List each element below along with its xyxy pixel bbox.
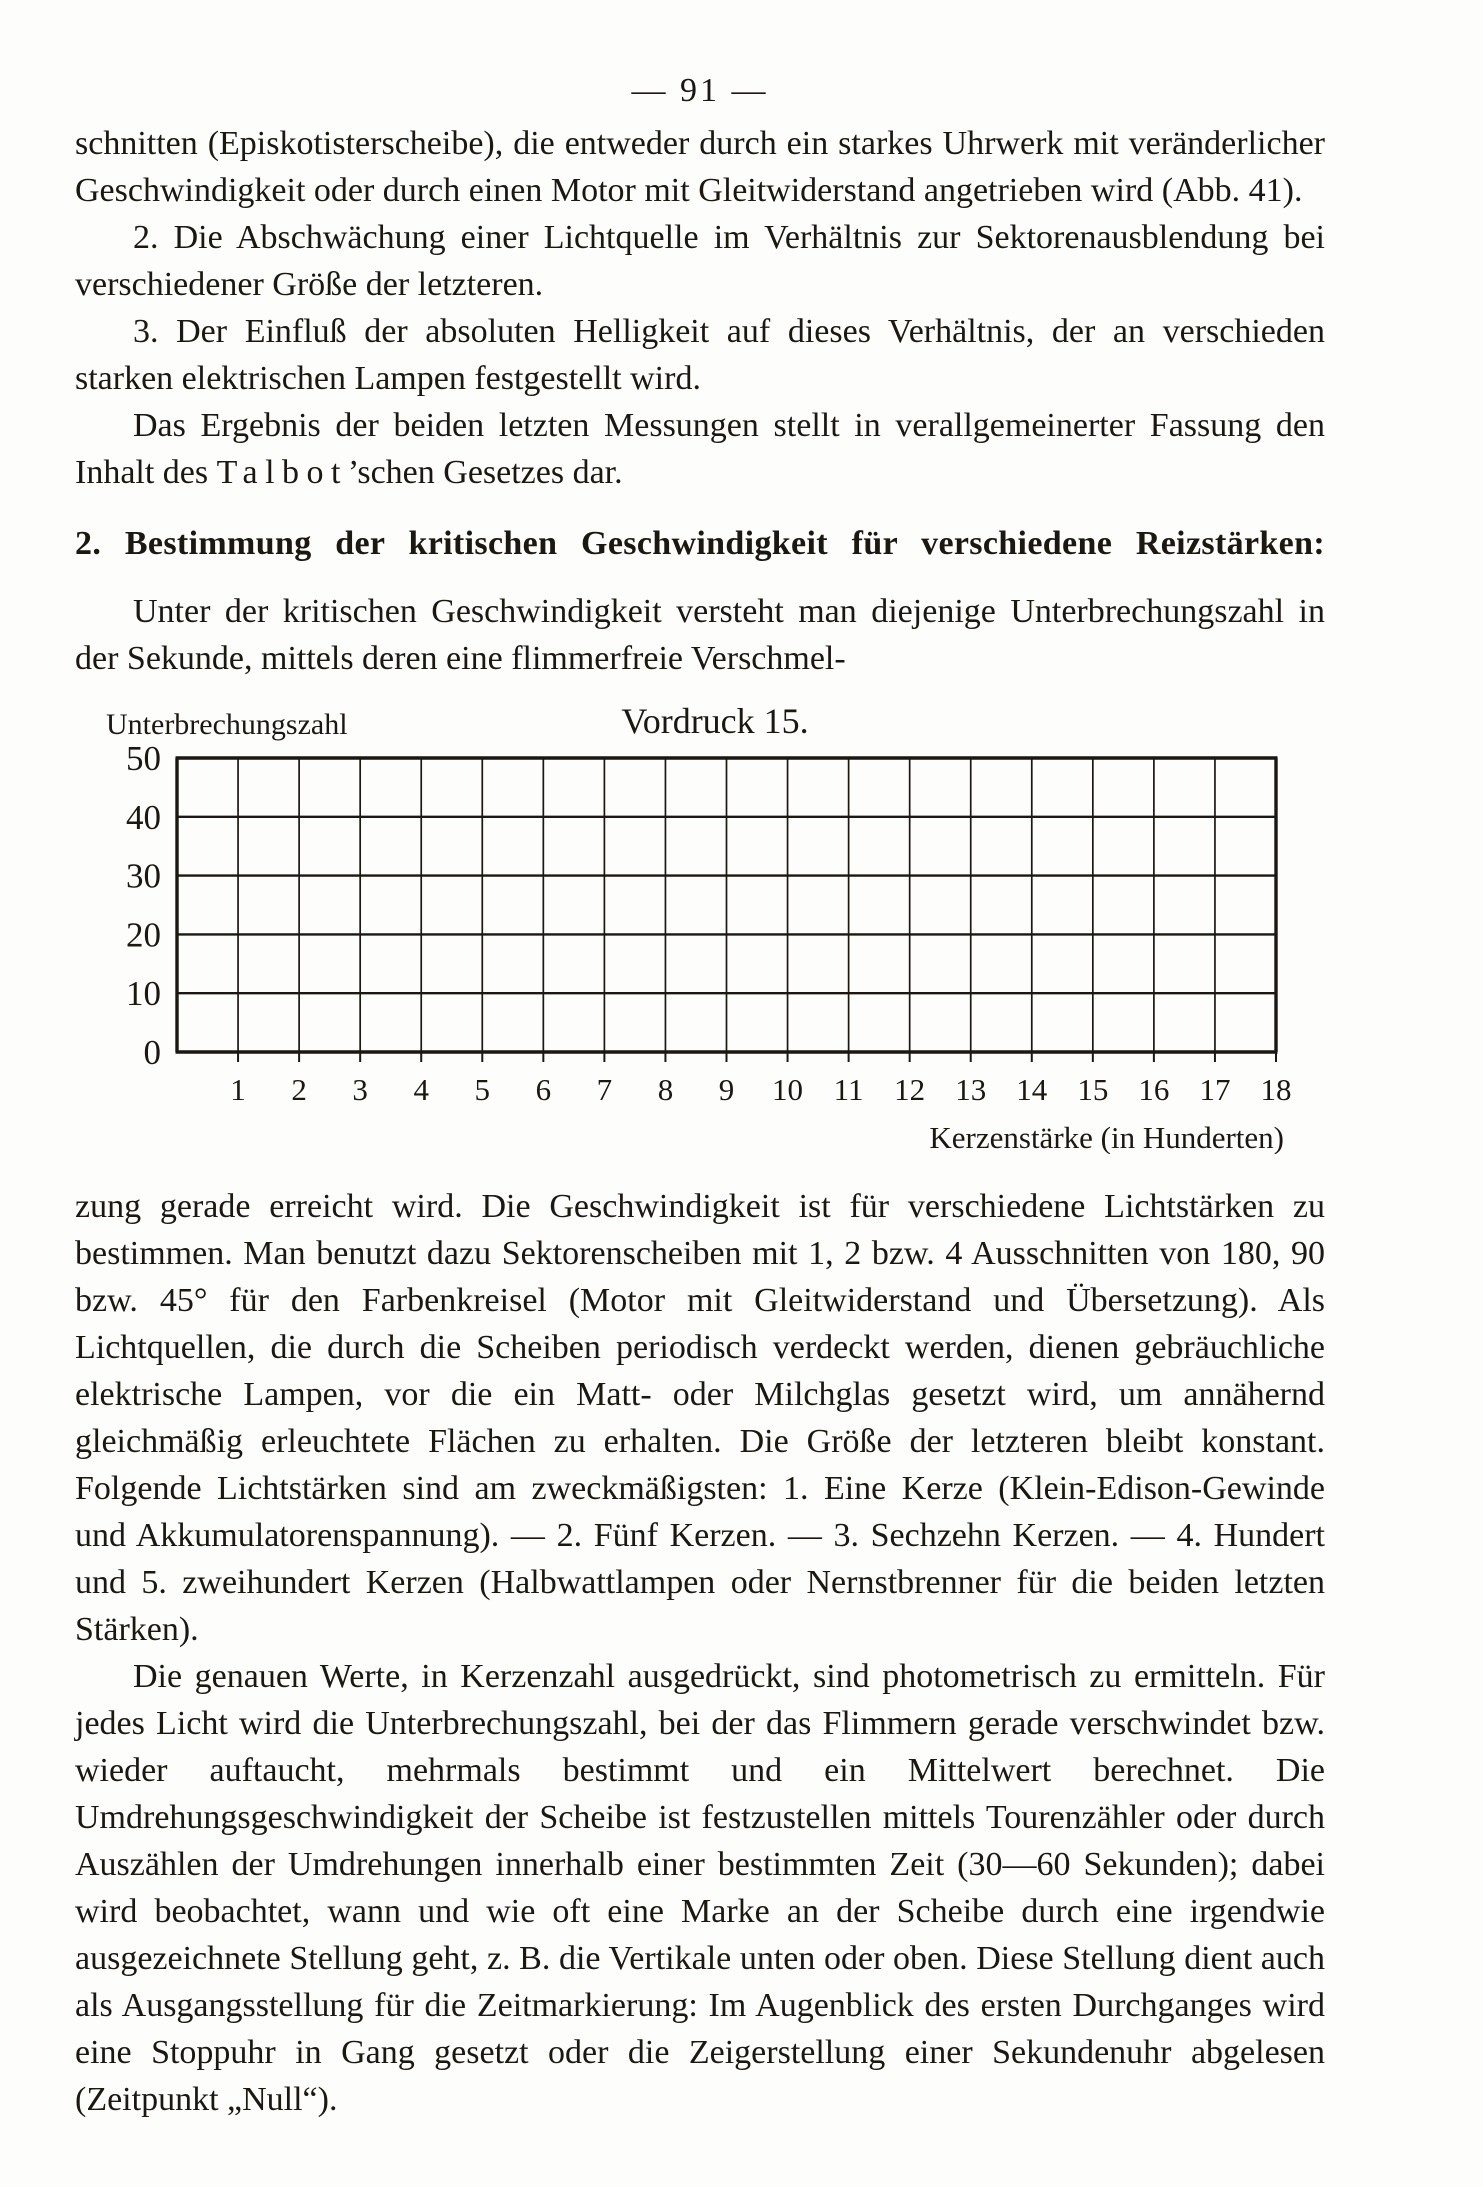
- svg-text:Kerzenstärke (in Hunderten): Kerzenstärke (in Hunderten): [929, 1120, 1284, 1154]
- grid-chart: [75, 744, 1325, 1154]
- text-column: [75, 120, 1325, 2123]
- svg-text:9: 9: [718, 1072, 735, 1107]
- svg-text:40: 40: [126, 797, 161, 837]
- svg-text:8: 8: [657, 1072, 674, 1107]
- chart-y-axis-label: Unterbrechungszahl: [106, 708, 348, 741]
- svg-text:50: 50: [126, 744, 161, 778]
- figure-header: [75, 698, 1325, 744]
- section-heading: 2. Bestimmung der kritischen Geschwindigkeit für verschiedene Reizstärken:: [75, 525, 1325, 562]
- talbot-text-after: ’schen Gesetzes dar.: [347, 454, 623, 491]
- svg-text:6: 6: [535, 1072, 552, 1107]
- paragraph-after-figure: zung gerade erreicht wird. Die Geschwindigkeit ist für verschiedene Lichtstärken zu bestimmen. Man benutzt dazu Sektorenscheiben mit 1, 2 bzw. 4 Ausschnitten von 180, 90 bzw. 45° für den Farbenkreisel (Motor mit Gleitwiderstand und Übersetzung). Als Lichtquellen, die durch die Scheiben periodisch verdeckt werden, dienen gebräuchliche elektrische Lampen, vor die ein Matt- oder Milchglas gesetzt wird, um annähernd gleichmäßig erleuchtete Flächen zu erhalten. Die Größe der letzteren bleibt konstant. Folgende Lichtstärken sind am zweckmäßigsten: 1. Eine Kerze (Klein-Edison-Gewinde und Akkumulatorenspannung). — 2. Fünf Kerzen. — 3. Sechzehn Kerzen. — 4. Hundert und 5. zweihundert Kerzen (Halbwattlampen oder Nernstbrenner für die beiden letzten Stärken).: [75, 1188, 1325, 1648]
- paragraph-continuation-top: schnitten (Episkotisterscheibe), die entweder durch ein starkes Uhrwerk mit veränderlicher Geschwindigkeit oder durch einen Motor mit Gleitwiderstand angetrieben wird (Abb. 41).: [75, 125, 1325, 209]
- paragraph-item-2: 2. Die Abschwächung einer Lichtquelle im Verhältnis zur Sektorenausblendung bei verschiedener Größe der letzteren.: [75, 219, 1325, 303]
- svg-text:7: 7: [596, 1072, 613, 1107]
- svg-text:13: 13: [955, 1072, 987, 1107]
- page-number: — 91 —: [631, 72, 769, 109]
- svg-text:15: 15: [1077, 1072, 1109, 1107]
- paragraph-talbot-law: [75, 402, 1325, 496]
- talbot-spaced-name: Talbot: [216, 454, 348, 491]
- chart-title: Vordruck 15.: [621, 701, 809, 741]
- talbot-text-before: Das Ergebnis der beiden letzten Messungen stellt in verallgemeinerter Fassung den Inhalt des: [75, 407, 1325, 491]
- svg-text:16: 16: [1138, 1072, 1170, 1107]
- paragraph-item-3: 3. Der Einfluß der absoluten Helligkeit auf dieses Verhältnis, der an verschieden starken elektrischen Lampen festgestellt wird.: [75, 313, 1325, 397]
- paragraph-procedure: Die genauen Werte, in Kerzenzahl ausgedrückt, sind photometrisch zu ermitteln. Für jedes Licht wird die Unterbrechungszahl, bei der das Flimmern gerade verschwindet bzw. wieder auftaucht, mehrmals bestimmt und ein Mittelwert berechnet. Die Umdrehungsgeschwindigkeit der Scheibe ist festzustellen mittels Tourenzähler oder durch Auszählen der Umdrehungen innerhalb einer bestimmten Zeit (30—60 Sekunden); dabei wird beobachtet, wann und wie oft eine Marke an der Scheibe durch eine irgendwie ausgezeichnete Stellung geht, z. B. die Vertikale unten oder oben. Diese Stellung dient auch als Ausgangsstellung für die Zeitmarkierung: Im Augenblick des ersten Durchganges wird eine Stoppuhr in Gang gesetzt oder die Zeigerstellung einer Sekundenuhr abgelesen (Zeitpunkt „Null“).: [75, 1658, 1325, 2118]
- svg-text:4: 4: [413, 1072, 429, 1107]
- svg-text:0: 0: [143, 1033, 161, 1072]
- svg-text:17: 17: [1199, 1072, 1231, 1107]
- svg-text:11: 11: [833, 1072, 864, 1107]
- svg-text:1: 1: [230, 1072, 246, 1107]
- svg-text:18: 18: [1260, 1072, 1292, 1107]
- svg-text:14: 14: [1016, 1072, 1048, 1107]
- svg-text:12: 12: [894, 1072, 926, 1107]
- svg-text:10: 10: [772, 1072, 804, 1107]
- figure-vordruck-15: [75, 698, 1325, 1159]
- svg-text:3: 3: [352, 1072, 368, 1107]
- svg-text:20: 20: [126, 915, 161, 955]
- svg-text:2: 2: [291, 1072, 307, 1107]
- svg-text:30: 30: [126, 856, 161, 896]
- svg-text:10: 10: [126, 974, 161, 1014]
- svg-text:5: 5: [474, 1072, 491, 1107]
- paragraph-definition: Unter der kritischen Geschwindigkeit versteht man diejenige Unterbrechungszahl in der Sekunde, mittels deren eine flimmerfreie Verschmel-: [75, 593, 1325, 677]
